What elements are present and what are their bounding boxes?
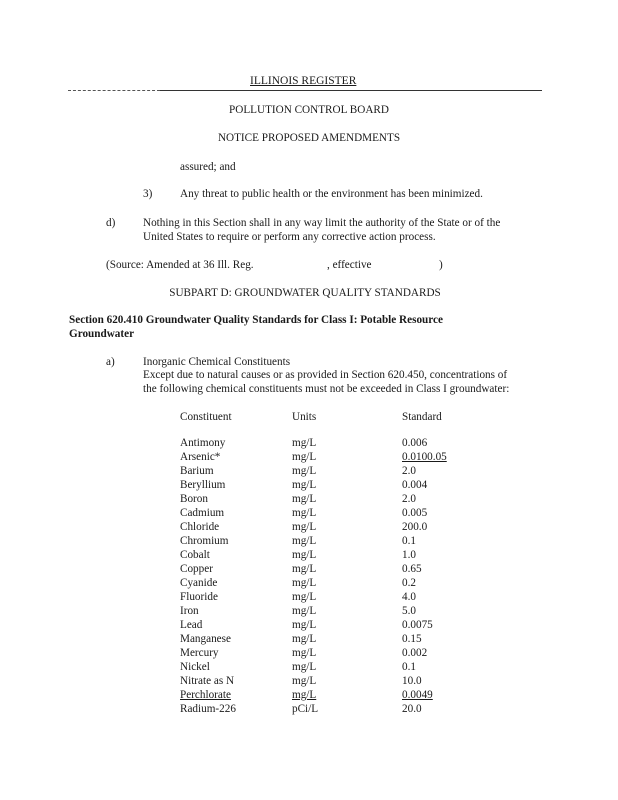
table-row (180, 646, 482, 660)
table-row (180, 520, 482, 534)
table-row (180, 492, 482, 506)
standard-cell: 0.005 (402, 507, 428, 519)
units-cell: mg/L (292, 647, 317, 659)
standard-cell: 0.65 (402, 563, 422, 575)
standard-cell: 4.0 (402, 591, 416, 603)
constituent-cell: Radium-226 (180, 703, 236, 715)
units-cell: pCi/L (292, 703, 319, 715)
units-cell (292, 688, 402, 702)
constituent-cell: Boron (180, 493, 208, 505)
table-row (180, 660, 482, 674)
assured-text: assured; and (180, 161, 236, 173)
standard-cell: 10.0 (402, 675, 422, 687)
subpart-heading: SUBPART D: GROUNDWATER QUALITY STANDARDS (169, 287, 441, 299)
standard-cell: 0.2 (402, 577, 416, 589)
units-cell: mg/L (292, 549, 317, 561)
constituent-added: Perchlorate (180, 689, 231, 701)
table-row (180, 464, 482, 478)
paragraph-d-line2: United States to require or perform any corrective action process. (143, 231, 436, 243)
constituent-cell: Chloride (180, 521, 220, 533)
constituent-cell (180, 450, 292, 464)
notice-title: NOTICE PROPOSED AMENDMENTS (217, 132, 401, 144)
constituent-cell: Cadmium (180, 507, 225, 519)
standard-cell: 0.006 (402, 437, 428, 449)
standard-cell: 0.004 (402, 479, 428, 491)
source-note-end: ) (439, 259, 443, 271)
standard-cell: 20.0 (402, 703, 422, 715)
standard-cell: 2.0 (402, 465, 416, 477)
subsection-a-line1: Except due to natural causes or as provided in Section 620.450, concentrations of (143, 369, 508, 381)
table-row (180, 436, 482, 450)
table-row (180, 674, 482, 688)
standard-cell: 0.0075 (402, 619, 433, 631)
units-cell: mg/L (292, 661, 317, 673)
standard-cell: 1.0 (402, 549, 416, 561)
constituent-cell: Barium (180, 465, 214, 477)
source-note-effective: , effective (327, 259, 372, 271)
units-cell: mg/L (292, 591, 317, 603)
table-row (180, 562, 482, 576)
header-rule-left (68, 90, 160, 91)
table-row (180, 702, 482, 716)
section-heading-line1: Section 620.410 Groundwater Quality Standards for Class I: Potable Resource (69, 314, 443, 326)
units-added: mg/L (292, 689, 317, 701)
units-cell: mg/L (292, 451, 317, 463)
units-cell: mg/L (292, 675, 317, 687)
board-title: POLLUTION CONTROL BOARD (229, 104, 389, 116)
constituent-cell: Antimony (180, 437, 226, 449)
subsection-a-line2: the following chemical constituents must not be exceeded in Class I groundwater: (143, 383, 510, 395)
constituent-name: Arsenic* (180, 451, 221, 463)
table-row (180, 688, 482, 702)
subsection-a-label: a) (106, 356, 115, 368)
constituent-cell (180, 688, 292, 702)
source-note-start: (Source: Amended at 36 Ill. Reg. (106, 259, 254, 271)
constituent-cell: Fluoride (180, 591, 218, 603)
units-cell: mg/L (292, 535, 317, 547)
table-row (180, 450, 482, 464)
units-cell: mg/L (292, 521, 317, 533)
constituent-cell: Copper (180, 563, 213, 575)
table-row (180, 506, 482, 520)
header-rule-right (160, 90, 542, 91)
section-heading-line2: Groundwater (69, 328, 135, 340)
units-cell: mg/L (292, 619, 317, 631)
constituent-cell: Cobalt (180, 549, 210, 561)
standard-cell (402, 450, 482, 464)
constituent-cell: Lead (180, 619, 203, 631)
units-cell: mg/L (292, 493, 317, 505)
table-row (180, 604, 482, 618)
standard-cell: 5.0 (402, 605, 416, 617)
units-cell: mg/L (292, 563, 317, 575)
standard-cell: 0.002 (402, 647, 428, 659)
standard-cell (402, 688, 482, 702)
standard-cell: 0.15 (402, 633, 422, 645)
subsection-a-title: Inorganic Chemical Constituents (143, 356, 291, 368)
table-row (180, 632, 482, 646)
standard-cell: 0.1 (402, 661, 416, 673)
constituent-cell: Manganese (180, 633, 231, 645)
constituent-cell: Mercury (180, 647, 219, 659)
constituent-cell: Chromium (180, 535, 229, 547)
constituent-cell: Nitrate as N (180, 675, 235, 687)
units-cell: mg/L (292, 437, 317, 449)
standard-cell: 0.1 (402, 535, 416, 547)
standard-cell: 2.0 (402, 493, 416, 505)
constituent-table (180, 436, 482, 716)
units-cell: mg/L (292, 507, 317, 519)
constituent-cell: Nickel (180, 661, 210, 673)
constituent-cell: Iron (180, 605, 199, 617)
constituent-cell: Beryllium (180, 479, 226, 491)
units-cell: mg/L (292, 633, 317, 645)
column-header-units: Units (292, 411, 317, 423)
table-row (180, 576, 482, 590)
paragraph-d-line1: Nothing in this Section shall in any way limit the authority of the State or of the (143, 217, 501, 229)
standard-cell: 200.0 (402, 521, 428, 533)
standard-amended-value: 0.0100.05 (402, 451, 447, 463)
table-row (180, 548, 482, 562)
item3-number: 3) (143, 188, 153, 200)
column-header-constituent: Constituent (180, 411, 232, 423)
units-cell: mg/L (292, 479, 317, 491)
register-title: ILLINOIS REGISTER (250, 75, 357, 87)
table-row (180, 618, 482, 632)
standard-added: 0.0049 (402, 689, 433, 701)
table-row (180, 478, 482, 492)
item3-text: Any threat to public health or the environment has been minimized. (180, 188, 483, 200)
table-row (180, 534, 482, 548)
units-cell: mg/L (292, 465, 317, 477)
units-cell: mg/L (292, 605, 317, 617)
table-row (180, 590, 482, 604)
column-header-standard: Standard (402, 411, 442, 423)
units-cell: mg/L (292, 577, 317, 589)
constituent-cell: Cyanide (180, 577, 218, 589)
paragraph-d-label: d) (106, 217, 116, 229)
